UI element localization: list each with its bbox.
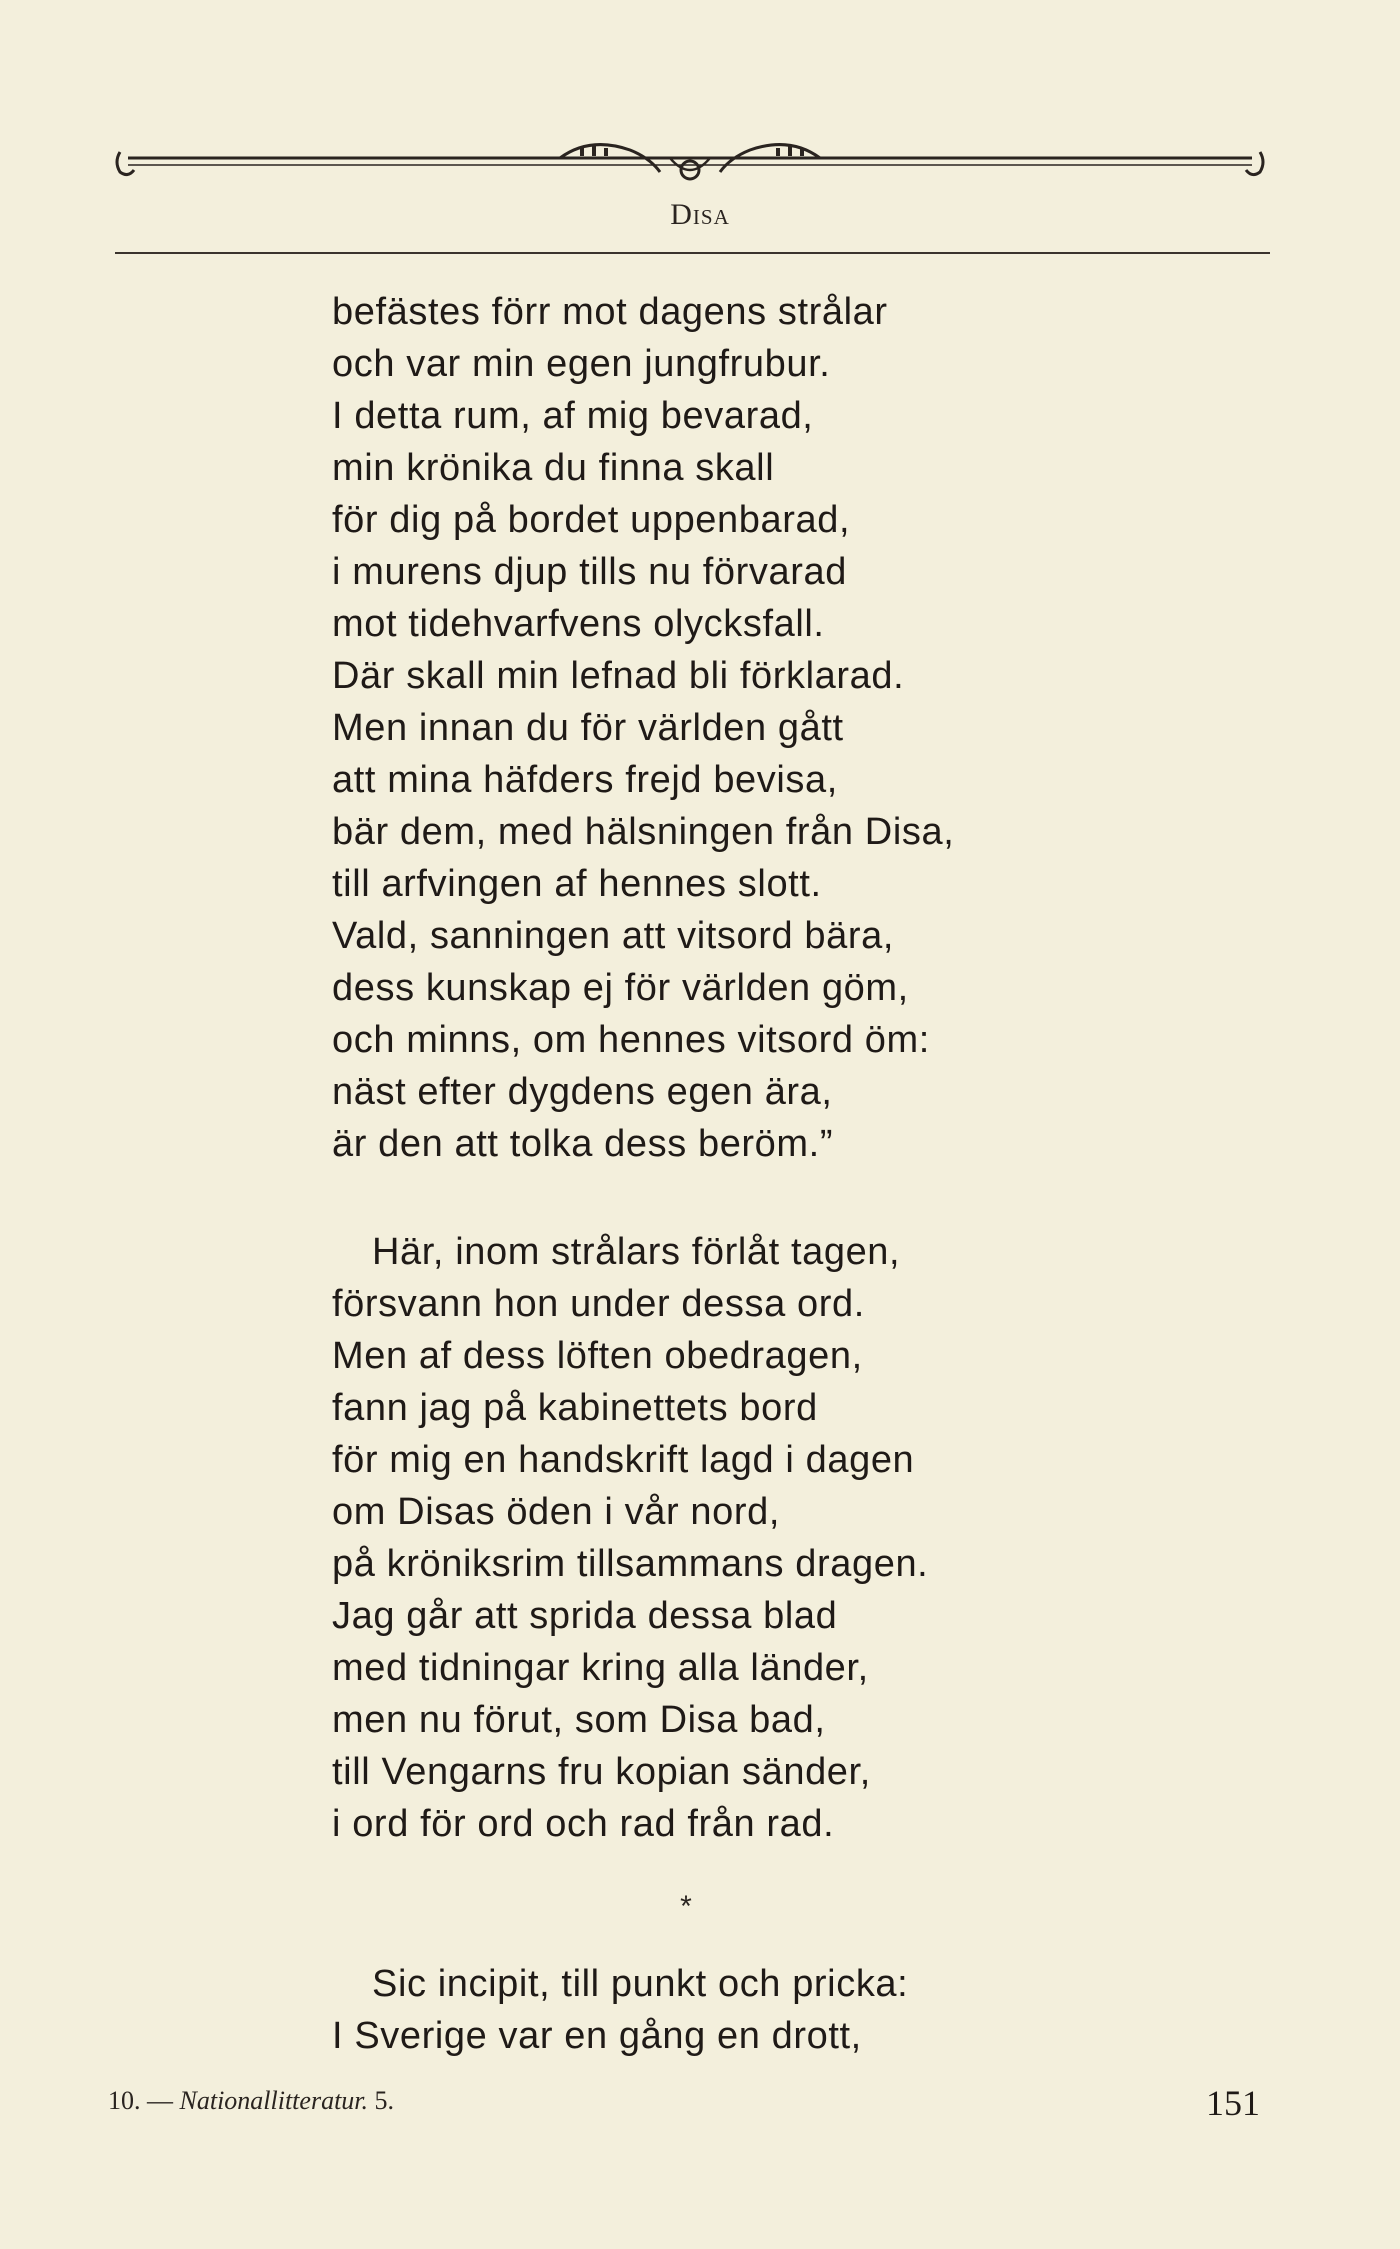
poem-line: Men innan du för världen gått: [332, 707, 844, 749]
poem-line: till Vengarns fru kopian sänder,: [332, 1751, 871, 1793]
poem-line: fann jag på kabinettets bord: [332, 1387, 818, 1429]
poem-line: Där skall min lefnad bli förklarad.: [332, 655, 905, 697]
signature-number: 10. —: [108, 2086, 173, 2115]
poem-line: dess kunskap ej för världen göm,: [332, 967, 909, 1009]
poem-line: med tidningar kring alla länder,: [332, 1647, 869, 1689]
poem-line: att mina häfders frejd bevisa,: [332, 759, 838, 801]
poem-line: för mig en handskrift lagd i dagen: [332, 1439, 915, 1481]
poem-line: och var min egen jungfrubur.: [332, 343, 831, 385]
poem-line: i murens djup tills nu förvarad: [332, 551, 847, 593]
poem-line: I detta rum, af mig bevarad,: [332, 395, 814, 437]
poem-line: men nu förut, som Disa bad,: [332, 1699, 826, 1741]
poem-line: på kröniksrim tillsammans dragen.: [332, 1543, 929, 1585]
poem-line: min krönika du finna skall: [332, 447, 775, 489]
header-ornament: [110, 136, 1270, 196]
poem-line: Men af dess löften obedragen,: [332, 1335, 863, 1377]
poem-line: för dig på bordet uppenbarad,: [332, 499, 851, 541]
poem-line: om Disas öden i vår nord,: [332, 1491, 780, 1533]
volume-number: 5.: [374, 2086, 395, 2115]
poem-line: befästes förr mot dagens strålar: [332, 291, 888, 333]
poem-line: bär dem, med hälsningen från Disa,: [332, 811, 955, 853]
poem-line: Vald, sanningen att vitsord bära,: [332, 915, 894, 957]
poem-line: försvann hon under dessa ord.: [332, 1283, 865, 1325]
page-number: 151: [1206, 2083, 1260, 2123]
poem-line: näst efter dygdens egen ära,: [332, 1071, 833, 1113]
printer-signature: [108, 2086, 394, 2116]
poem-line: Jag går att sprida dessa blad: [332, 1595, 838, 1637]
poem-line: I Sverige var en gång en drott,: [332, 2015, 862, 2057]
poem-line: till arfvingen af hennes slott.: [332, 863, 822, 905]
poem-line: mot tidehvarfvens olycksfall.: [332, 603, 825, 645]
running-head-title: Disa: [670, 198, 730, 231]
poem-line: Här, inom strålars förlåt tagen,: [372, 1231, 901, 1273]
section-asterisk: *: [680, 1890, 692, 1923]
poem-line: och minns, om hennes vitsord öm:: [332, 1019, 930, 1061]
series-title: Nationallitteratur.: [179, 2086, 369, 2115]
header-rule: [115, 252, 1270, 254]
poem-line: i ord för ord och rad från rad.: [332, 1803, 835, 1845]
poem-line: Sic incipit, till punkt och pricka:: [372, 1963, 909, 2005]
poem-line: är den att tolka dess beröm.”: [332, 1123, 834, 1165]
